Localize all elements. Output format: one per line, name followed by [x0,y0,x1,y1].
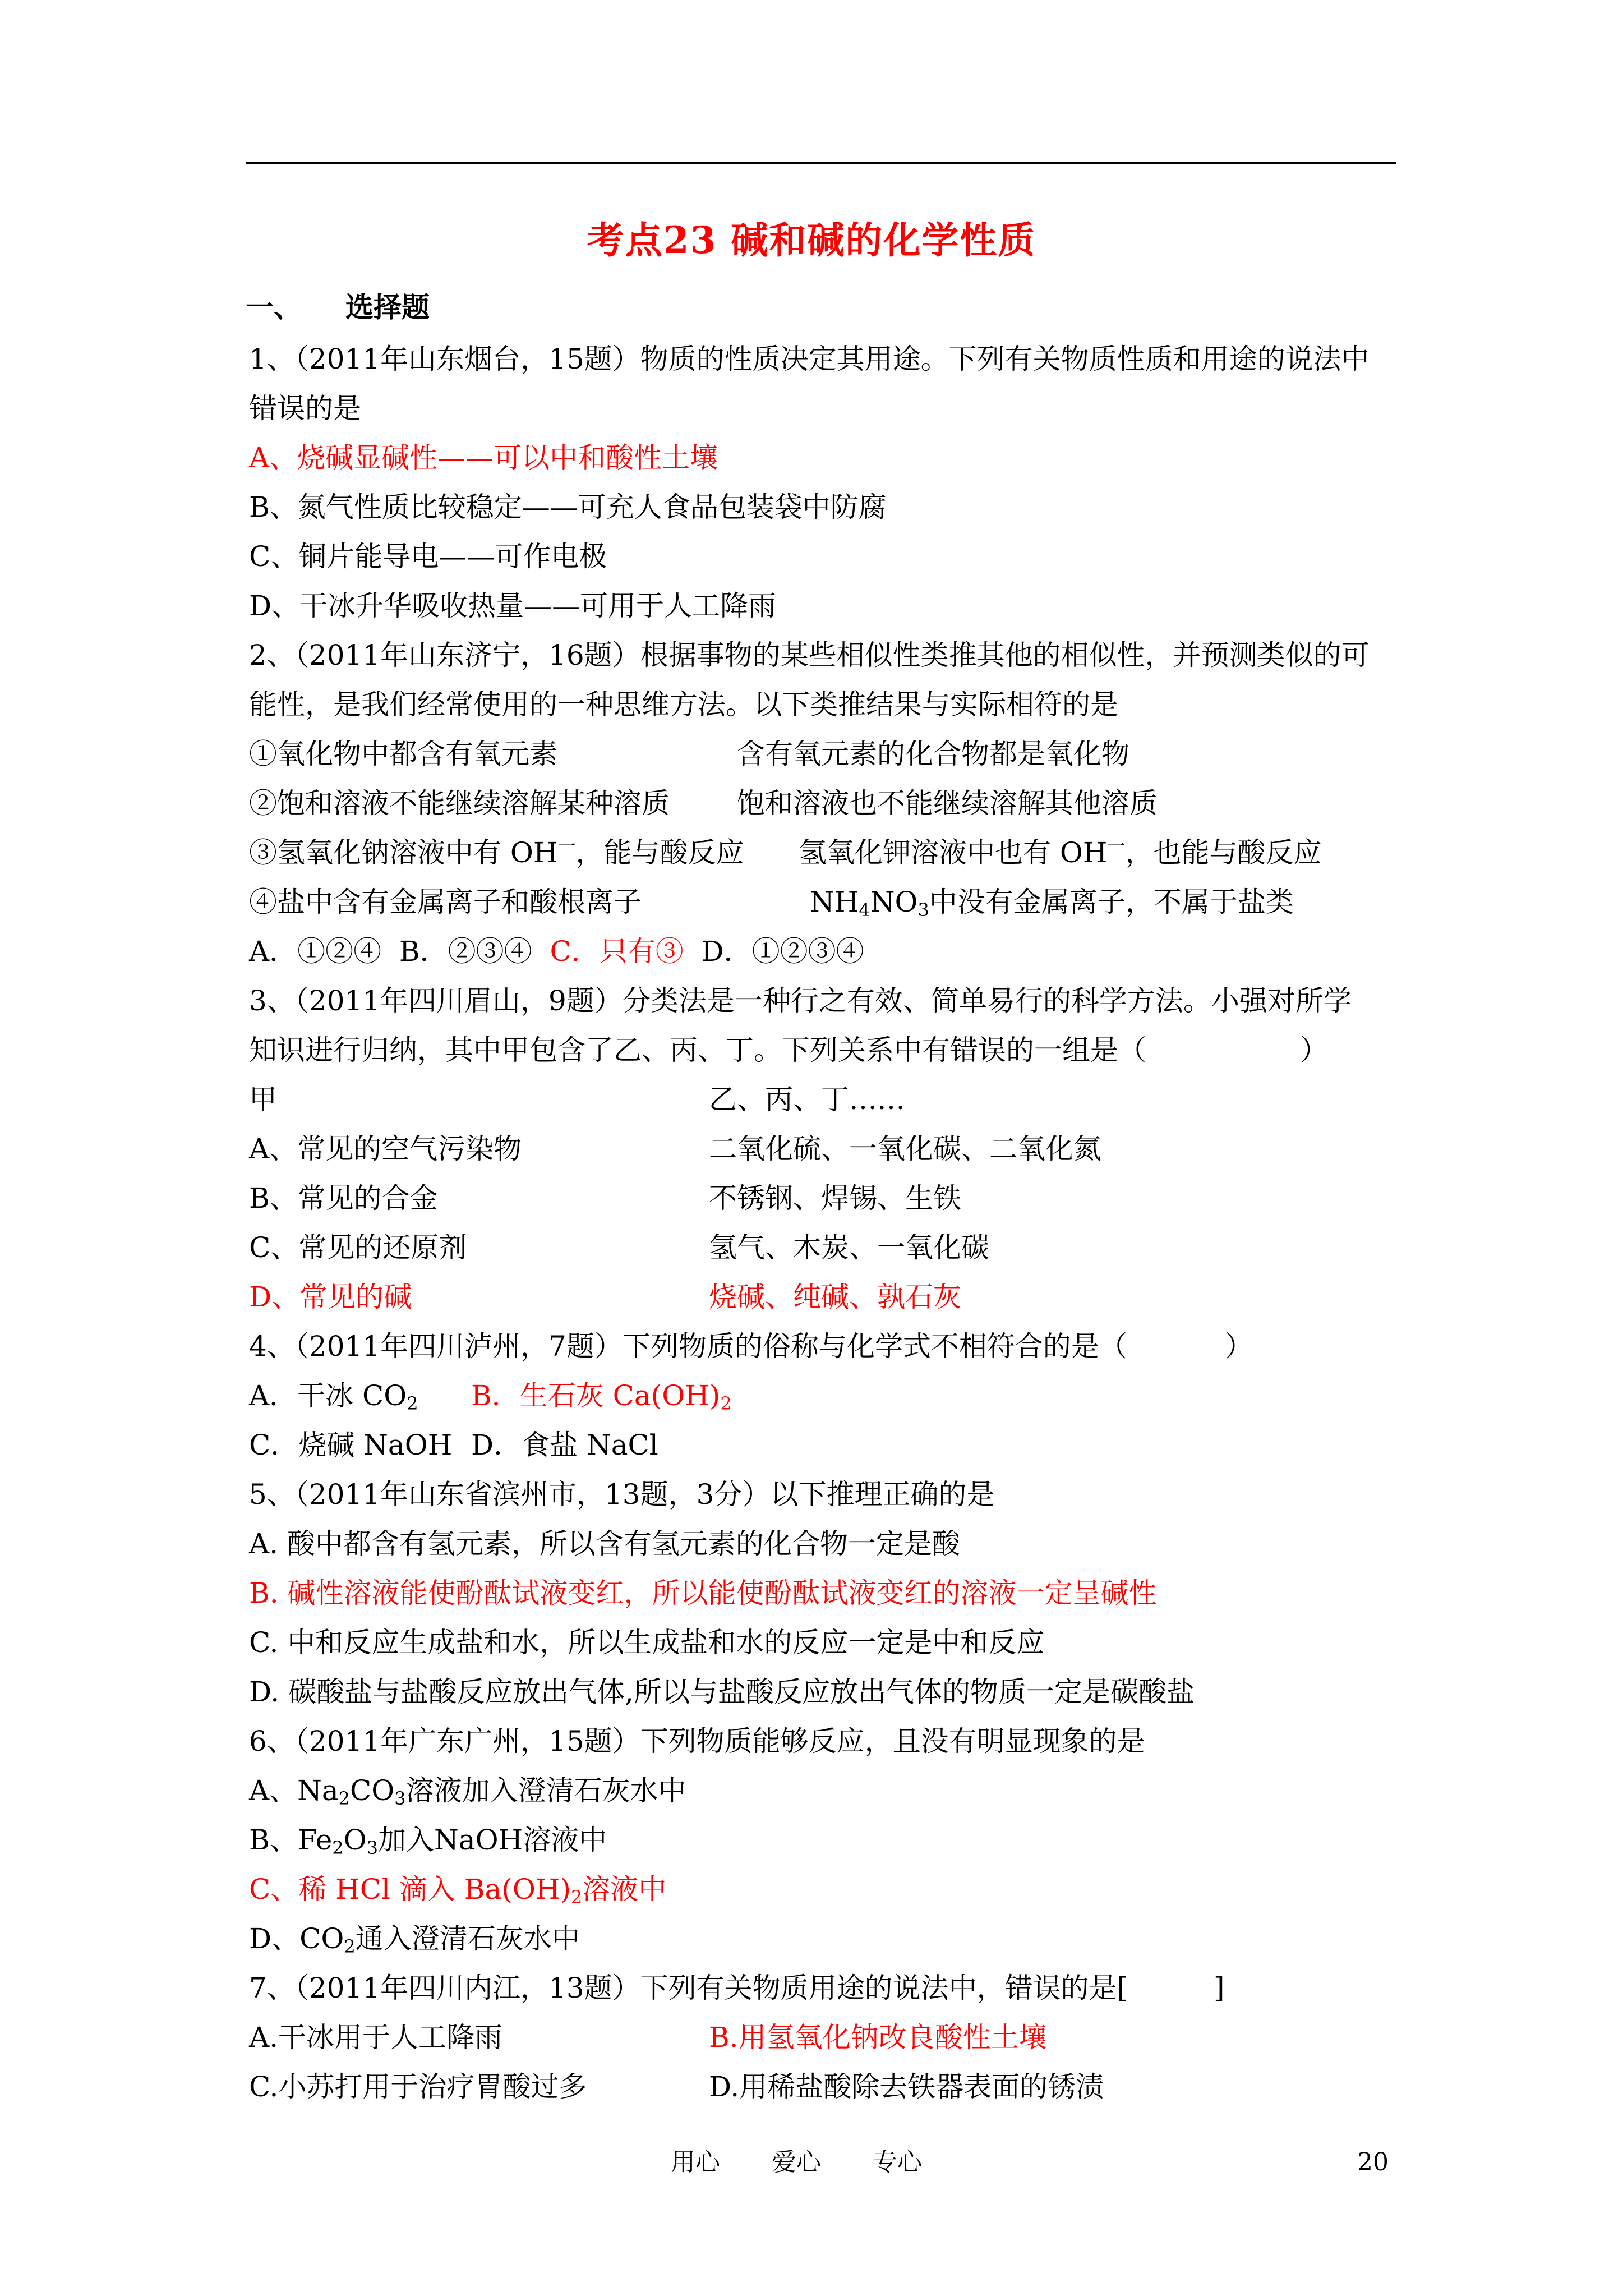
q2-row1-premise: ①氧化物中都含有氧元素 [249,738,557,770]
q2-row1-inference: 含有氧元素的化合物都是氧化物 [737,738,1129,770]
q5-option-d: D. 碳酸盐与盐酸反应放出气体,所以与盐酸反应放出气体的物质一定是碳酸盐 [249,1676,1195,1708]
q2-row2-premise: ②饱和溶液不能继续溶解某种溶质 [249,787,670,820]
q2-stem-line1: 2、（2011年山东济宁，16题）根据事物的某些相似性类推其他的相似性，并预测类似的可 [249,639,1370,671]
q5-option-c: C. 中和反应生成盐和水，所以生成盐和水的反应一定是中和反应 [249,1626,1045,1659]
q3-stem-close-paren: ） [1300,1034,1328,1066]
footer-motto-3: 专心 [873,2148,922,2177]
q2-row3-inference: 氢氧化钾溶液中也有 $OH^一$，也能与酸反应 [799,835,1322,869]
q1-option-b: B、氮气性质比较稳定——可充人食品包装袋中防腐 [249,491,887,523]
q3-row-b-right: 不锈钢、焊锡、生铁 [709,1182,961,1214]
section-label: 选择题 [345,291,430,324]
q6-option-d: D、$CO_2$通入澄清石灰水中 [249,1922,580,1957]
q3-header-right: 乙、丙、丁…… [709,1083,905,1116]
q2-option-c: C．只有③ [550,935,684,968]
page-number: 20 [1357,2148,1389,2177]
q1-option-c: C、铜片能导电——可作电极 [249,540,607,573]
q7-option-c: C.小苏打用于治疗胃酸过多 [249,2070,587,2103]
q2-row4-premise: ④盐中含有金属离子和酸根离子 [249,886,642,918]
q6-stem: 6、（2011年广东广州，15题）下列物质能够反应，且没有明显现象的是 [249,1725,1145,1757]
q3-stem-line1: 3、（2011年四川眉山，9题）分类法是一种行之有效、简单易行的科学方法。小强对所学 [249,984,1352,1017]
q6-option-c: C、稀 HCl 滴入 $Ba(OH)_2$溶液中 [249,1873,667,1908]
q7-stem-close-bracket: ] [1214,1972,1225,2004]
q3-row-b-left: B、常见的合金 [249,1182,438,1214]
q2-option-a: A．①②④ [249,935,382,968]
q5-option-a: A. 酸中都含有氢元素，所以含有氢元素的化合物一定是酸 [249,1527,960,1560]
q2-row2-inference: 饱和溶液也不能继续溶解其他溶质 [737,787,1158,820]
q2-option-d: D．①②③④ [701,935,864,968]
q7-option-d: D.用稀盐酸除去铁器表面的锈渍 [709,2070,1104,2103]
q6-option-a: A、$Na_2CO_3$溶液加入澄清石灰水中 [249,1774,686,1809]
q4-stem-close-paren: ） [1225,1330,1253,1363]
q4-option-d: D．食盐 NaCl [471,1429,658,1461]
q7-option-a: A.干冰用于人工降雨 [249,2021,503,2054]
q6-option-b: B、$Fe_2O_3$加入NaOH溶液中 [249,1824,607,1858]
q2-row4-inference: $NH_4NO_3$中没有金属离子，不属于盐类 [810,886,1294,921]
q1-stem-line1: 1、（2011年山东烟台，15题）物质的性质决定其用途。下列有关物质性质和用途的说法中 [249,343,1370,375]
footer-motto-1: 用心 [671,2148,720,2177]
q2-option-b: B．②③④ [399,935,532,968]
footer-motto-2: 爱心 [772,2148,821,2177]
q2-stem-line2: 能性，是我们经常使用的一种思维方法。以下类推结果与实际相符的是 [249,688,1118,721]
q2-row3-premise: ③氢氧化钠溶液中有 $OH^一$，能与酸反应 [249,835,744,869]
header-rule [246,162,1396,164]
q1-option-d: D、干冰升华吸收热量——可用于人工降雨 [249,590,777,622]
q7-option-b: B.用氢氧化钠改良酸性土壤 [709,2021,1047,2054]
q5-stem: 5、（2011年山东省滨州市，13题，3分）以下推理正确的是 [249,1478,995,1511]
q2-options [249,929,864,974]
q3-row-d-left: D、常见的碱 [249,1281,412,1313]
q3-stem-line2: 知识进行归纳，其中甲包含了乙、丙、丁。下列关系中有错误的一组是（ [249,1034,1146,1066]
q3-header-left: 甲 [249,1083,277,1116]
section-number: 一、 [246,291,302,324]
q4-stem: 4、（2011年四川泸州，7题）下列物质的俗称与化学式不相符合的是（ [249,1330,1127,1363]
q4-option-b: B．生石灰 $Ca(OH)_2$ [471,1379,732,1414]
q5-option-b: B. 碱性溶液能使酚酞试液变红，所以能使酚酞试液变红的溶液一定呈碱性 [249,1577,1157,1609]
q3-row-a-right: 二氧化硫、一氧化碳、二氧化氮 [709,1133,1101,1165]
q3-row-d-right: 烧碱、纯碱、孰石灰 [709,1281,961,1313]
q1-option-a: A、烧碱显碱性——可以中和酸性土壤 [249,441,718,474]
q3-row-a-left: A、常见的空气污染物 [249,1133,522,1165]
q7-stem: 7、（2011年四川内江，13题）下列有关物质用途的说法中，错误的是[ [249,1972,1128,2004]
q3-row-c-right: 氢气、木炭、一氧化碳 [709,1231,989,1264]
section-heading [246,285,430,330]
q4-option-c: C．烧碱 NaOH [249,1429,453,1461]
q4-option-a: A．干冰 $CO_2$ [249,1379,418,1414]
q1-stem-line2: 错误的是 [249,392,361,425]
q3-row-c-left: C、常见的还原剂 [249,1231,467,1264]
page-title: 考点23 碱和碱的化学性质 [587,218,1036,262]
